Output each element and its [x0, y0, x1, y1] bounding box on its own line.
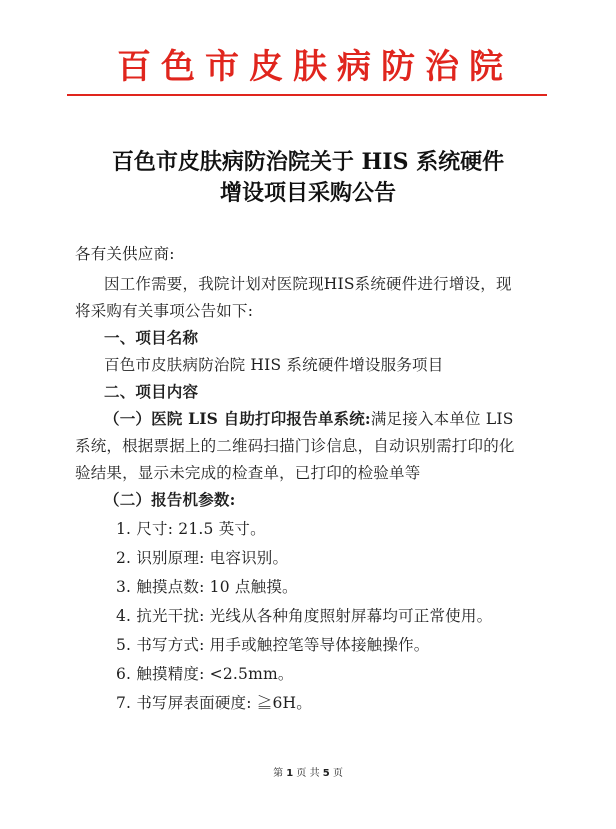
section-1-text: 百色市皮肤病防治院 HIS 系统硬件增设服务项目	[104, 356, 444, 374]
subsection-1-line-3: 验结果，显示未完成的检查单，已打印的检验单等	[75, 464, 421, 482]
total-page-count: 5	[322, 768, 330, 779]
subsection-1-text: 满足接入本单位 LIS	[370, 410, 514, 428]
intro-line-2: 将采购有关事项公告如下:	[75, 302, 254, 320]
salutation: 各有关供应商:	[75, 245, 175, 263]
letterhead-title: 百色市皮肤病防治院	[117, 47, 513, 87]
subsection-1-heading: （一）医院 LIS 自助打印报告单系统:	[104, 409, 371, 428]
spec-item-2: 2. 识别原理: 电容识别。	[116, 549, 289, 567]
letterhead-divider	[67, 94, 547, 96]
spec-item-1: 1. 尺寸: 21.5 英寸。	[116, 520, 266, 538]
spec-item-4: 4. 抗光干扰: 光线从各种角度照射屏幕均可正常使用。	[116, 607, 493, 625]
spec-item-5: 5. 书写方式: 用手或触控笔等导体接触操作。	[116, 636, 430, 654]
intro-line-1: 因工作需要，我院计划对医院现HIS系统硬件进行增设，现	[104, 275, 512, 293]
page-footer	[0, 764, 616, 779]
section-2-heading: 二、项目内容	[104, 382, 199, 401]
subsection-1-line-1	[104, 407, 584, 431]
current-page-number: 1	[286, 768, 294, 779]
footer-suffix: 页	[332, 768, 343, 779]
subsection-2-heading: （二）报告机参数:	[104, 490, 236, 509]
spec-item-6: 6. 触摸精度: <2.5mm。	[116, 665, 294, 683]
section-1-heading: 一、项目名称	[104, 328, 199, 347]
document-title-line-2: 增设项目采购公告	[219, 180, 396, 206]
footer-prefix: 第	[273, 768, 284, 779]
spec-item-7: 7. 书写屏表面硬度: ≧6H。	[116, 694, 312, 712]
document-title-line-1: 百色市皮肤病防治院关于 HIS 系统硬件	[111, 149, 505, 175]
subsection-1-line-2: 系统，根据票据上的二维码扫描门诊信息，自动识别需打印的化	[75, 437, 515, 455]
footer-middle: 页 共	[296, 768, 320, 779]
spec-item-3: 3. 触摸点数: 10 点触摸。	[116, 578, 298, 596]
